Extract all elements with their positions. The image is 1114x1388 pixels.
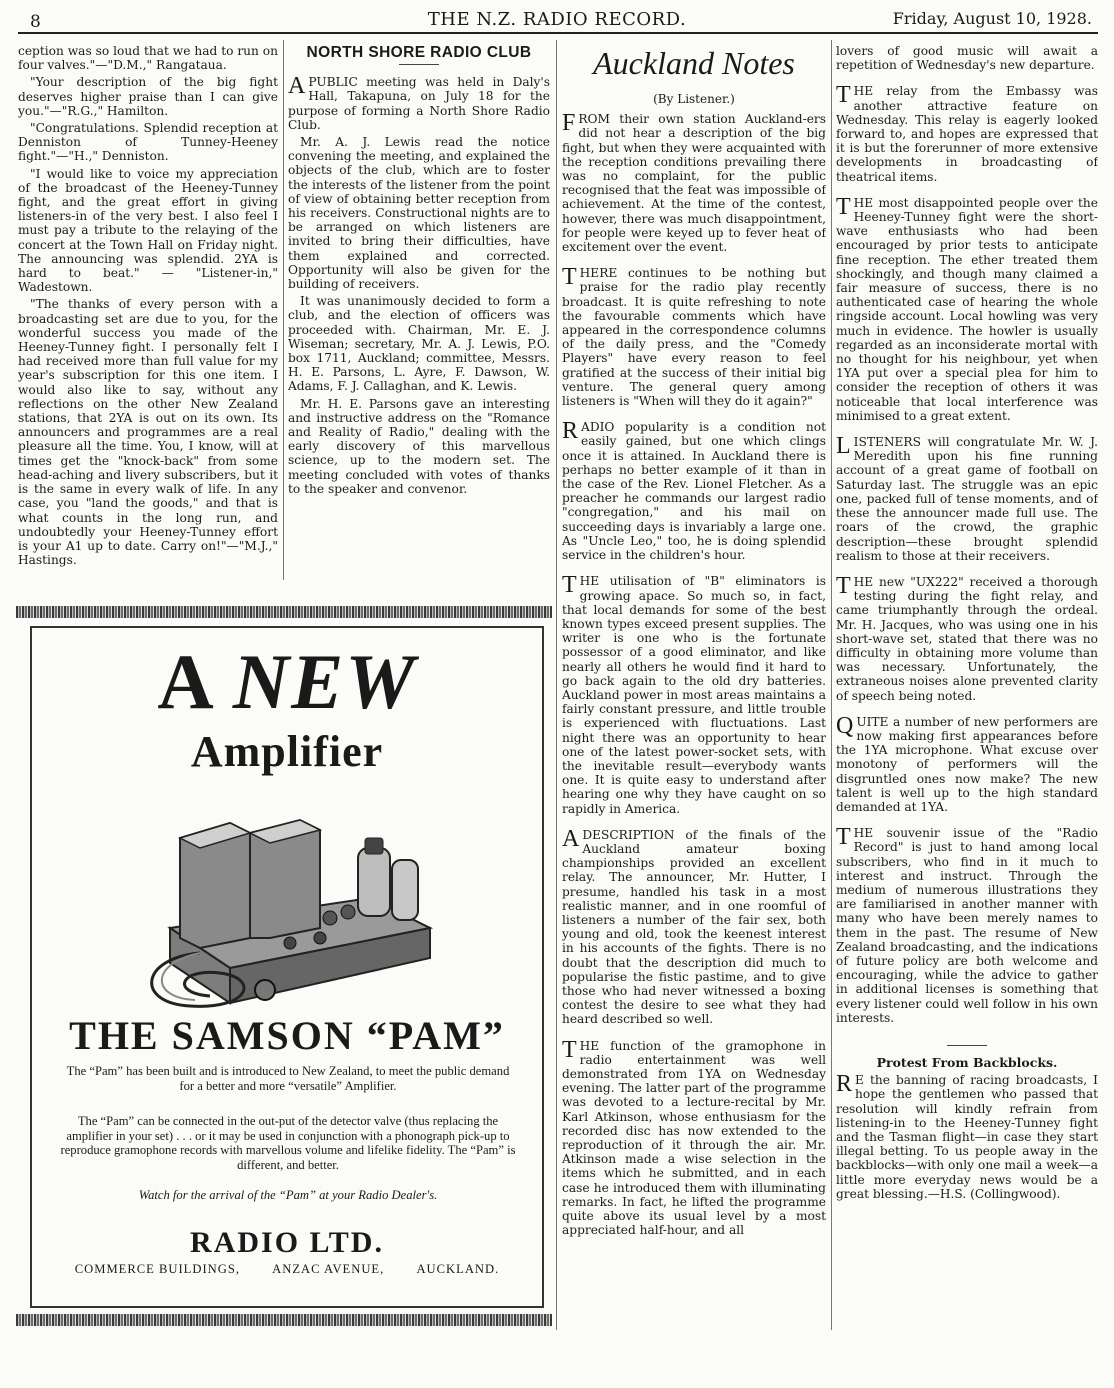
article-heading: NORTH SHORE RADIO CLUB <box>306 44 532 61</box>
drop-cap: A <box>288 73 306 100</box>
news-item <box>562 1036 826 1238</box>
item-text: HE utilisation of "B" eliminators is growing apace. So much so, in fact, that local demands for some of the best known types exceed present supplies. The writer is one who is the fortunate possessor of a good eliminator, and like nearly all others he would find it hard to go back again to the old dry batteries. Auckland power in most areas maintains a fairly constant pressure, and little trouble is experienced with fluctuations. Last night there was an opportunity to hear one of the latest power-socket sets, with the inevitable result—everybody wants one. It is quite easy to understand after hearing one why they have caught on so rapidly in America. <box>562 574 826 816</box>
address-line: COMMERCE BUILDINGS, <box>74 1262 240 1276</box>
article-paragraph: It was unanimously decided to form a club, and the election of officers was proceeded with. Chairman, Mr. E. J. Wiseman; secretary, Mr. A. J. Lewis, P.O. box 1711, Auckland; committee, Messrs. H. E. Parsons, L. Ayre, F. Dawson, W. Adams, F. J. Callaghan, and K. Lewis. <box>288 294 550 394</box>
news-item <box>562 112 826 254</box>
drop-cap: T <box>562 572 577 599</box>
protest-heading: Protest From Backblocks. <box>876 1055 1058 1070</box>
item-text: ADIO popularity is a condition not easily gained, but one which clings once it is attained. In Auckland there is perhaps no better example of it than in the case of the Rev. Lionel Fletcher. As a preacher he commands our largest radio "congregation," and his mail on succeeding days is invariably a large one. As "Uncle Leo," too, he is doing splendid service in the children's hour. <box>562 420 826 563</box>
item-text: HE new "UX222" received a thorough testing during the fight relay, and came triumphantly through the ordeal. Mr. H. Jacques, who was using one in his short-wave set, stated that there was no difficulty in obtaining more volume than was necessary. Unfortunately, the extraneous noises alone prevented clarity of speech being noted. <box>836 574 1098 703</box>
column-divider <box>831 40 832 1330</box>
drop-cap: T <box>836 82 851 109</box>
publication-title: THE N.Z. RADIO RECORD. <box>427 9 687 30</box>
news-item <box>562 266 826 408</box>
ad-paragraph-1: The “Pam” has been built and is introduced to New Zealand, to meet the public demand for a better and more “versatile” Amplifier. <box>66 1064 510 1093</box>
news-item <box>836 193 1098 423</box>
heading-rule <box>399 64 439 65</box>
auckland-notes-heading: Auckland Notes <box>593 45 795 81</box>
address-line: ANZAC AVENUE, <box>272 1262 385 1276</box>
drop-cap: L <box>836 433 851 460</box>
item-text: HE souvenir issue of the "Radio Record" is just to hand among local subscribers, who find in it much to interest and instruct. Through the medium of numerous illustrations they are familiarised in another manner with many who have been merely names to them in the past. The resume of New Zealand broadcasting, and the indications of future policy are both welcome and encouraging, while the advice to gather in additional licenses is something that every listener could well follow in his own interests. <box>836 826 1098 1025</box>
drop-cap: T <box>836 193 851 220</box>
ad-address <box>32 1262 542 1277</box>
section-rule <box>947 1045 987 1046</box>
item-text: ROM their own station Auckland-ers did not hear a description of the big fight, but when they were acquainted with the reception conditions prevailing there was no complaint, for the public recognised that the feat was impossible of achievement. At the time of the contest, however, there was much disappointment, for people were keyed up to fever heat of excitement over the event. <box>562 112 826 255</box>
news-item <box>562 825 826 1027</box>
samson-pam-advertisement <box>30 626 544 1308</box>
news-item <box>562 420 826 562</box>
drop-cap: R <box>836 1071 853 1098</box>
ad-border-band-top <box>16 606 552 618</box>
drop-cap: T <box>836 824 851 851</box>
drop-cap: T <box>562 264 577 291</box>
continuation-text: lovers of good music will await a repetition of Wednesday's new departure. <box>836 44 1098 73</box>
article-paragraph: Mr. A. J. Lewis read the notice convening the meeting, and explained the objects of the club, which are to foster the interests of the listener from the point of view of obtaining better reception from his receivers. Constructional nights are to be arranged on which listeners are invited to bring their difficulties, have them explained and corrected. Opportunity will also be given for the building of receivers. <box>288 135 550 292</box>
item-text: HE most disappointed people over the Heeney-Tunney fight were the short-wave enthusiasts who had been encouraged by prior tests to anticipate fine reception. The ether treated them shockingly, and though many claimed a fair measure of success, there is no authenticated case of hearing the whole ringside account. Local howling was very much in evidence. The howler is usually regarded as an inconsiderate mortal with no thought for his neighbour, yet when 1YA put over a special plea for him to consider the reception of others it was noticeable that local interference was minimised to a great extent. <box>836 195 1098 423</box>
news-item <box>836 712 1098 814</box>
news-item <box>836 572 1098 703</box>
item-text: HERE continues to be nothing but praise for the radio play recently broadcast. It is quite refreshing to note the favourable comments which have appeared in the correspondence columns of the daily press, and the "Comedy Players" have every reason to feel gratified at the success of their initial big venture. The general query among listeners is "When will they do it again?" <box>562 266 826 409</box>
letter-paragraph: "The thanks of every person with a broadcasting set are due to you, for the wonderful success you made of the Heeney-Tunney fight. I personally felt I had received more than full value for my year's subscription for this one item. I would also like to say, without any reflections on the other New Zealand stations, that 2YA is out on its own. Its announcers and programmes are a real pleasure all the time. You, I know, will at times get the "knock-back" from some head-aching and livery subscribers, but it is the same in every walk of life. In any case, you "land the goods," and that is what counts in the long run, and undoubtedly your Heeney-Tunney effort is your A1 up to date. Carry on!"—"M.J.," Hastings. <box>18 297 278 568</box>
drop-cap: Q <box>836 712 854 739</box>
news-item <box>836 435 1098 563</box>
headline-a: A <box>157 638 212 725</box>
article-lead <box>288 75 550 132</box>
item-text: E the banning of racing broadcasts, I hope the gentlemen who passed that resolution will kindly refrain from listening-in to the Heeney-Tunney fight and the Tasman flight—in case they start illegal betting. To us people away in the backblocks—with only one mail a week—a little more everyday news would be a great blessing.—H.S. (Collingwood). <box>836 1073 1098 1201</box>
page-number: 8 <box>30 12 41 32</box>
letter-paragraph: ception was so loud that we had to run on four valves."—"D.M.," Rangataua. <box>18 44 278 73</box>
drop-cap: T <box>562 1036 577 1063</box>
item-text: HE function of the gramophone in radio entertainment was well demonstrated from 1YA on Wednesday evening. The latter part of the programme was devoted to a lecture-recital by Mr. Karl Atkinson, whose enthusiasm for the recorded disc has now extended to the reproduction of it through the air. Mr. Atkinson made a wise selection in the items which he submitted, and in each case he introduced them with illuminating remarks. In fact, he lifted the programme quite above its usual level by a most appreciated half-hour, and all <box>562 1038 826 1238</box>
news-item <box>836 826 1098 1025</box>
drop-cap: R <box>562 418 579 445</box>
address-line: AUCKLAND. <box>416 1262 500 1276</box>
auckland-notes-column <box>562 44 826 1334</box>
letter-paragraph: "I would like to voice my appreciation of the broadcast of the Heeney-Tunney fight, and the great effort in giving listeners-in of the very best. I also feel I must pay a tribute to the relaying of the concert at the Town Hall on Friday night. The announcing was splendid. 2YA is hard to beat." — "Listener-in," Wadestown. <box>18 166 278 295</box>
ad-product-name: THE SAMSON “PAM” <box>69 1013 505 1058</box>
news-item <box>562 574 826 815</box>
drop-cap: T <box>836 572 851 599</box>
item-text: HE relay from the Embassy was another attractive feature on Wednesday. This relay is eagerly looked forward to, and hopes are expressed that it is but the forerunner of more extensive developments in broadcasting of theatrical items. <box>836 84 1098 184</box>
ad-tagline: Watch for the arrival of the “Pam” at your Radio Dealer's. <box>138 1188 438 1202</box>
letter-paragraph: "Your description of the big fight deserves higher praise than I can give you."—"R.G.," Hamilton. <box>18 75 278 118</box>
north-shore-radio-club-article <box>288 44 550 584</box>
headline-new: NEW <box>232 638 417 725</box>
item-text: DESCRIPTION of the finals of the Auckland amateur boxing championships provided an excellent relay. The announcer, Mr. Hutter, I presume, handled his task in a most realistic manner, and in one roomful of listeners a number of the fair sex, both young and old, took the keenest interest in his accounts of the fights. There is no doubt that the description did much to popularise the fistic pastime, and to give those who had never witnessed a boxing contest the desire to see what they had heard described so well. <box>562 827 826 1027</box>
news-item <box>836 84 1098 183</box>
page-header <box>0 6 1114 34</box>
drop-cap: F <box>562 110 576 137</box>
header-rule <box>18 32 1098 34</box>
letters-column <box>18 44 278 584</box>
item-text: UITE a number of new performers are now making first appearances before the 1YA microphone. What excuse over monotony of performers will the disgruntled ones now make? The new talent is well up to the high standard demanded at 1YA. <box>836 714 1098 814</box>
protest-letter <box>836 1073 1098 1201</box>
lead-text: PUBLIC meeting was held in Daly's Hall, Takapuna, on July 18 for the purpose of forming a North Shore Radio Club. <box>288 75 550 132</box>
byline: (By Listener.) <box>653 92 735 106</box>
amplifier-illustration <box>140 778 440 1018</box>
column-divider <box>283 40 284 580</box>
letter-paragraph: "Congratulations. Splendid reception at Denniston of Tunney-Heeney fight."—"H.," Denniston. <box>18 121 278 164</box>
ad-subheadline: Amplifier <box>190 727 384 776</box>
ad-paragraph-2: The “Pam” can be connected in the out-put of the detector valve (thus replacing the amplifier in your set) . . . or it may be used in conjunction with a phonograph pick-up to reproduce gramophone records with marvellous volume and lifelike fidelity. The “Pam” is different, and better. <box>60 1114 516 1172</box>
ad-border-band-bottom <box>16 1314 552 1326</box>
drop-cap: A <box>562 825 580 852</box>
ad-company: RADIO LTD. <box>190 1226 384 1259</box>
issue-date: Friday, August 10, 1928. <box>892 9 1092 28</box>
auckland-notes-continued-column <box>836 44 1098 1334</box>
ad-headline <box>32 638 542 725</box>
item-text: ISTENERS will congratulate Mr. W. J. Meredith upon his fine running account of a great game of football on Saturday last. The struggle was an epic one, packed full of tense moments, and of these the announcer made full use. The roars of the crowd, the graphic description—these brought splendid realism to those at their receivers. <box>836 435 1098 563</box>
column-divider <box>556 40 557 1330</box>
article-paragraph: Mr. H. E. Parsons gave an interesting and instructive address on the "Romance and Reality of Radio," dealing with the early discovery of this marvellous science, up to the modern set. The meeting concluded with votes of thanks to the speaker and convenor. <box>288 396 550 496</box>
